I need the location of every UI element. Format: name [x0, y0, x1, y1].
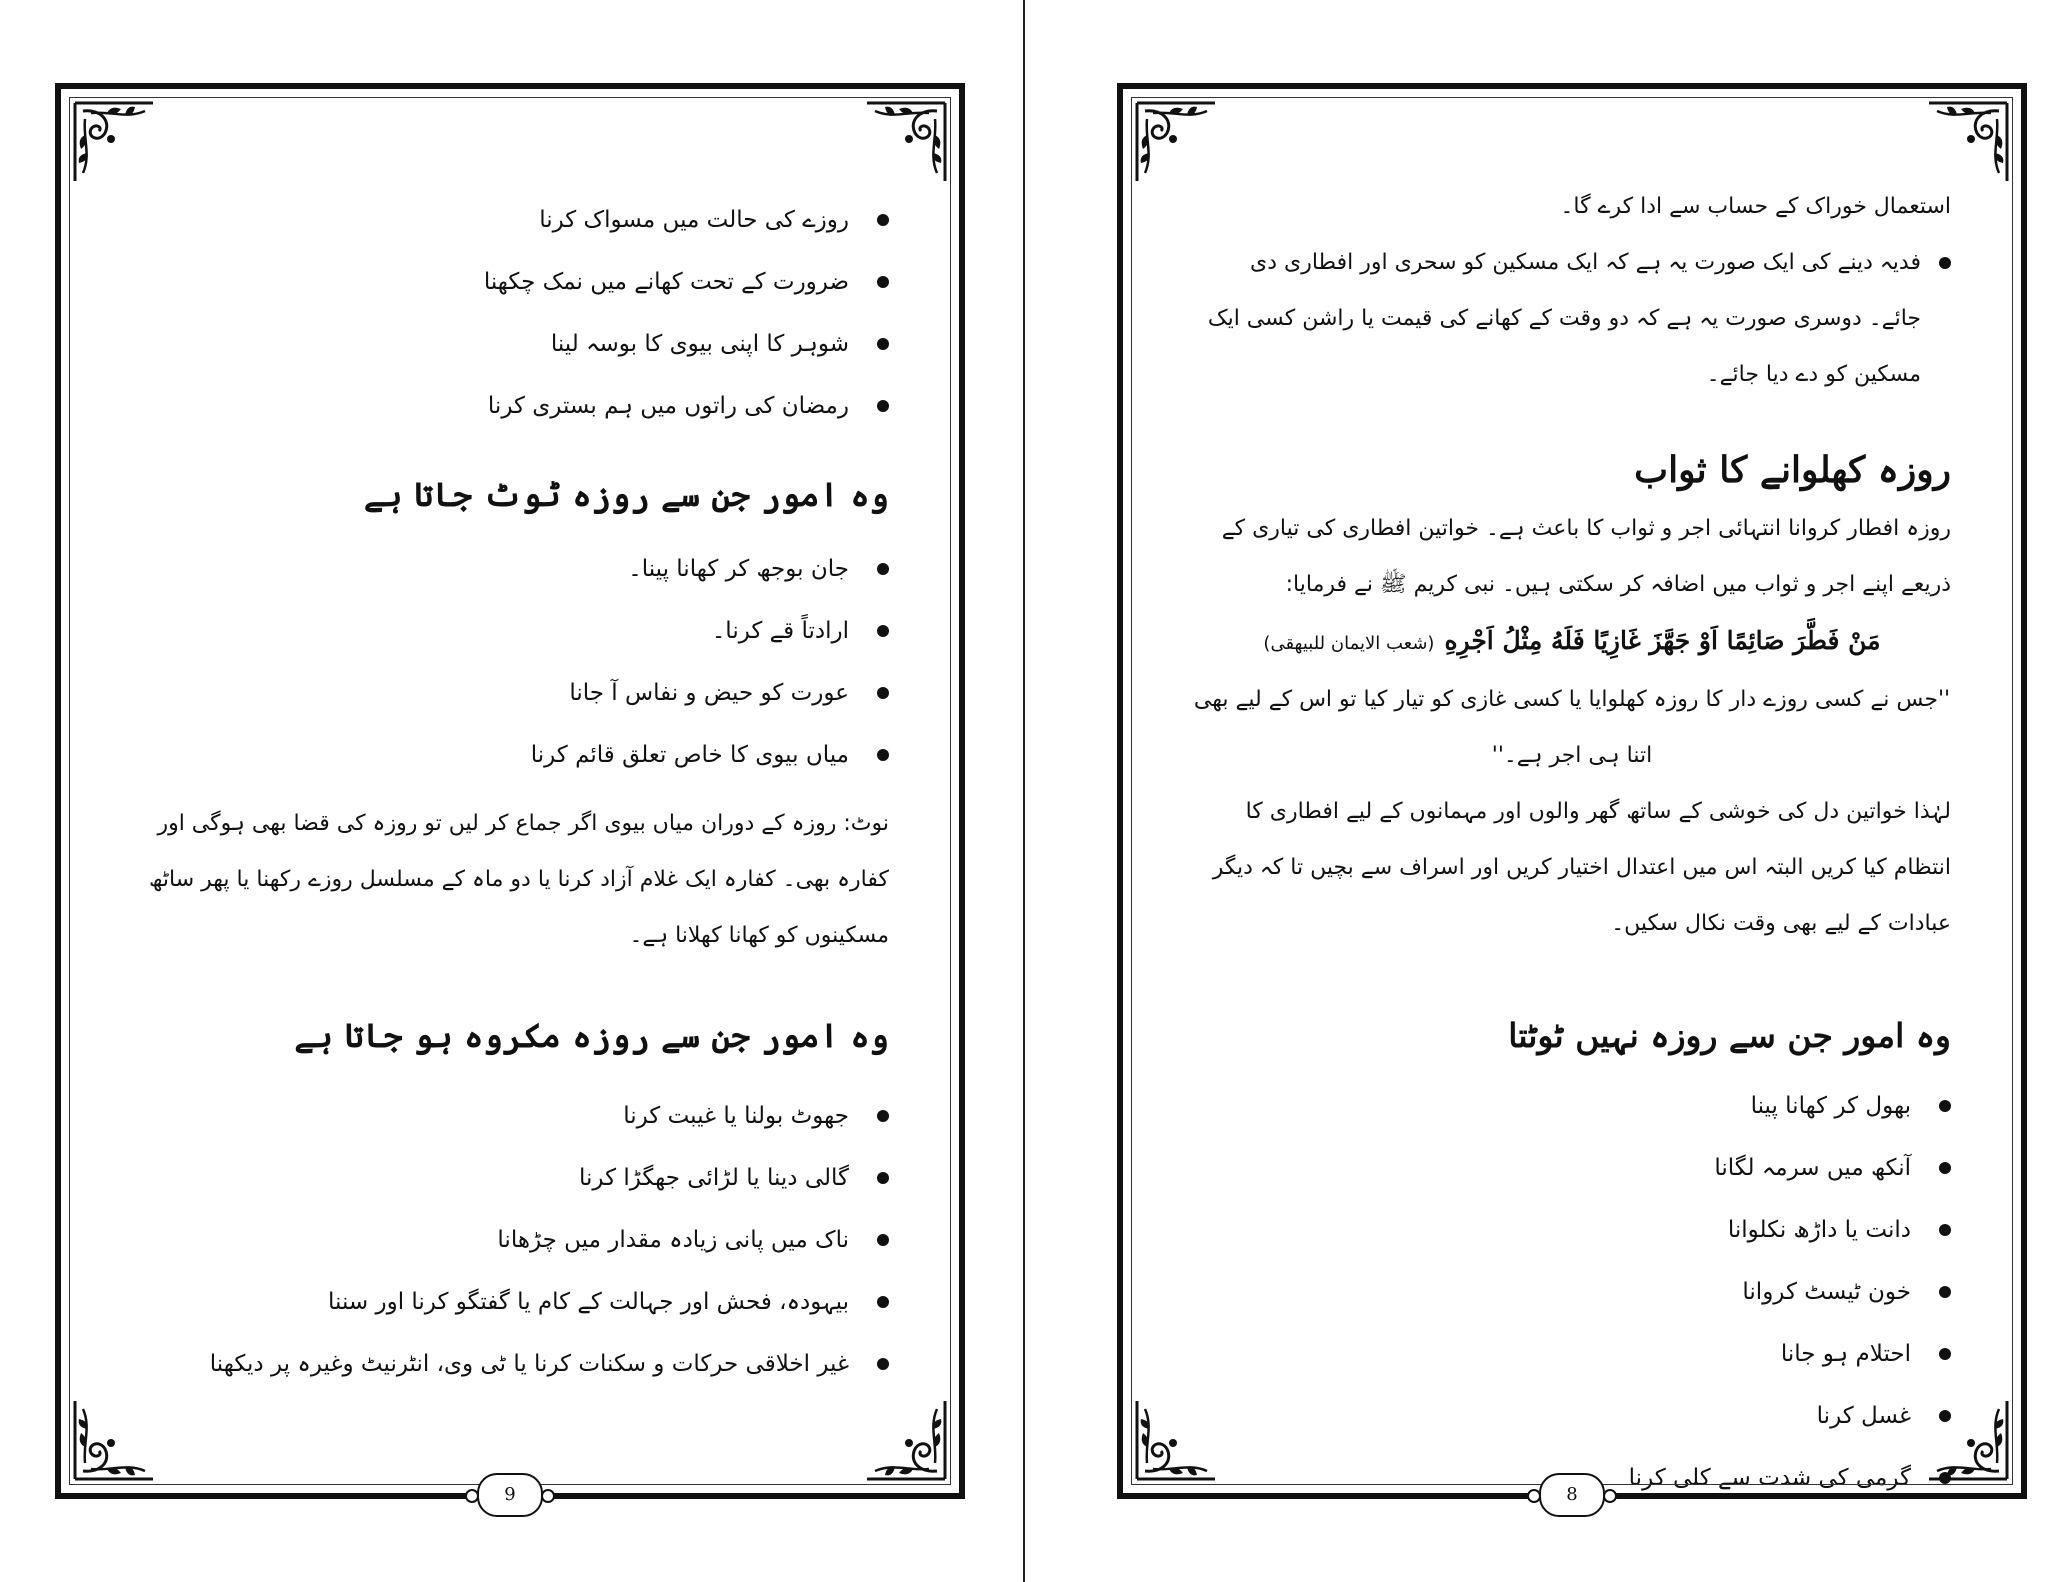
list-item: آنکھ میں سرمہ لگانا — [1193, 1137, 1951, 1199]
bullet-icon — [877, 276, 889, 288]
corner-ornament-icon — [1133, 99, 1219, 185]
list-item: ضرورت کے تحت کھانے میں نمک چکھنا — [131, 251, 889, 313]
list-item: شوہر کا اپنی بیوی کا بوسہ لینا — [131, 313, 889, 375]
bullet-icon — [877, 749, 889, 761]
bullet-icon — [877, 687, 889, 699]
left-page-content — [131, 159, 889, 1377]
hadith-source: (شعب الایمان للبیهقی) — [1263, 633, 1435, 654]
list-item: ناک میں پانی زیادہ مقدار میں چڑھانا — [131, 1209, 889, 1271]
intro-line: استعمال خوراک کے حساب سے ادا کرے گا۔ — [1560, 194, 1951, 219]
fidya-item — [1193, 235, 1951, 403]
page-number: 8 — [1539, 1473, 1605, 1517]
bullet-icon — [877, 214, 889, 226]
non-breakers-list — [1193, 1075, 1951, 1509]
corner-ornament-icon — [863, 1397, 949, 1483]
list-item: گالی دینا یا لڑائی جھگڑا کرنا — [131, 1147, 889, 1209]
bullet-icon — [1939, 1100, 1951, 1112]
allowed-list — [131, 189, 889, 437]
iftar-paragraph: روزہ افطار کروانا انتہائی اجر و ثواب کا باعث ہے۔ خواتین افطاری کی تیاری کے ذریعے اپنے اجر و ثواب میں اضافہ کر سکتی ہیں۔ نبی کریم ﷺ نے فرمایا: — [1221, 516, 1951, 597]
fast-breakers-list — [131, 538, 889, 786]
bullet-icon — [877, 338, 889, 350]
hadith-text: مَنْ فَطَّرَ صَائِمًا اَوْ جَهَّزَ غَازِيًا فَلَهُ مِثْلُ اَجْرِهِ — [1444, 626, 1881, 655]
list-item: احتلام ہو جانا — [1193, 1323, 1951, 1385]
hadith-translation: ''جس نے کسی روزے دار کا روزہ کھلوایا یا کسی غازی کو تیار کیا تو اس کے لیے بھی اتنا ہی اجر ہے۔'' — [1193, 687, 1951, 768]
bullet-icon — [877, 1296, 889, 1308]
corner-ornament-icon — [71, 1397, 157, 1483]
bullet-icon — [877, 563, 889, 575]
note-paragraph: نوٹ: روزہ کے دوران میاں بیوی اگر جماع کر لیں تو روزہ کی قضا بھی ہوگی اور کفارہ بھی۔ کفارہ ایک غلام آزاد کرنا یا دو ماہ کے مسلسل روزے رکھنا یا پھر ساٹھ مسکینوں کو کھانا کھلانا ہے۔ — [149, 811, 889, 948]
bullet-icon — [877, 1358, 889, 1370]
bullet-icon — [1939, 1286, 1951, 1298]
bullet-icon — [1939, 1348, 1951, 1360]
bullet-icon — [1939, 1224, 1951, 1236]
list-item: گرمی کی شدت سے کلی کرنا — [1193, 1447, 1951, 1509]
list-item: جھوٹ بولنا یا غیبت کرنا — [131, 1085, 889, 1147]
section-heading: وہ امور جن سے روزہ ٹوٹ جاتا ہے — [363, 475, 889, 514]
list-item: بھول کر کھانا پینا — [1193, 1075, 1951, 1137]
list-item: میاں بیوی کا خاص تعلق قائم کرنا — [131, 724, 889, 786]
list-item: رمضان کی راتوں میں ہم بستری کرنا — [131, 375, 889, 437]
page-number: 9 — [477, 1473, 543, 1517]
section-heading: وہ امور جن سے روزہ نہیں ٹوٹتا — [1508, 1016, 1951, 1055]
list-item: جان بوجھ کر کھانا پینا۔ — [131, 538, 889, 600]
iftar-advice-paragraph: لہٰذا خواتین دل کی خوشی کے ساتھ گھر والوں اور مہمانوں کے لیے افطاری کا انتظام کیا کریں البتہ اس میں اعتدال اختیار کریں اور اسراف سے بچیں تا کہ دیگر عبادات کے لیے بھی وقت نکال سکیں۔ — [1212, 799, 1951, 936]
corner-ornament-icon — [1925, 1397, 2011, 1483]
bullet-icon — [1939, 1162, 1951, 1174]
bullet-icon — [877, 1234, 889, 1246]
bullet-icon — [877, 1172, 889, 1184]
list-item: بیہودہ، فحش اور جہالت کے کام یا گفتگو کرنا اور سننا — [131, 1271, 889, 1333]
corner-ornament-icon — [863, 99, 949, 185]
bullet-icon — [877, 1110, 889, 1122]
corner-ornament-icon — [1133, 1397, 1219, 1483]
list-item: دانت یا داڑھ نکلوانا — [1193, 1199, 1951, 1261]
bullet-icon — [1939, 257, 1951, 269]
right-page-frame — [1117, 83, 2027, 1505]
bullet-icon — [877, 625, 889, 637]
section-heading: روزہ کھلوانے کا ثواب — [1634, 449, 1951, 491]
list-item: روزے کی حالت میں مسواک کرنا — [131, 189, 889, 251]
section-heading: وہ امور جن سے روزہ مکروہ ہو جاتا ہے — [294, 1016, 889, 1055]
hadith-arabic — [1193, 613, 1951, 672]
list-item: غسل کرنا — [1193, 1385, 1951, 1447]
left-page-frame — [55, 83, 965, 1505]
list-item: عورت کو حیض و نفاس آ جانا — [131, 662, 889, 724]
fidya-text: فدیہ دینے کی ایک صورت یہ ہے کہ ایک مسکین کو سحری اور افطاری دی جائے۔ دوسری صورت یہ ہے کہ دو وقت کے کھانے کی قیمت یا راشن کسی ایک مسکین کو دے دیا جائے۔ — [1207, 250, 1921, 387]
bullet-icon — [877, 400, 889, 412]
corner-ornament-icon — [1925, 99, 2011, 185]
list-item: خون ٹیسٹ کروانا — [1193, 1261, 1951, 1323]
right-page — [1024, 0, 2048, 1582]
list-item: ارادتاً قے کرنا۔ — [131, 600, 889, 662]
corner-ornament-icon — [71, 99, 157, 185]
disliked-list — [131, 1085, 889, 1395]
list-item: غیر اخلاقی حرکات و سکنات کرنا یا ٹی وی، انٹرنیٹ وغیرہ پر دیکھنا — [131, 1333, 889, 1395]
right-page-content — [1193, 159, 1951, 1491]
